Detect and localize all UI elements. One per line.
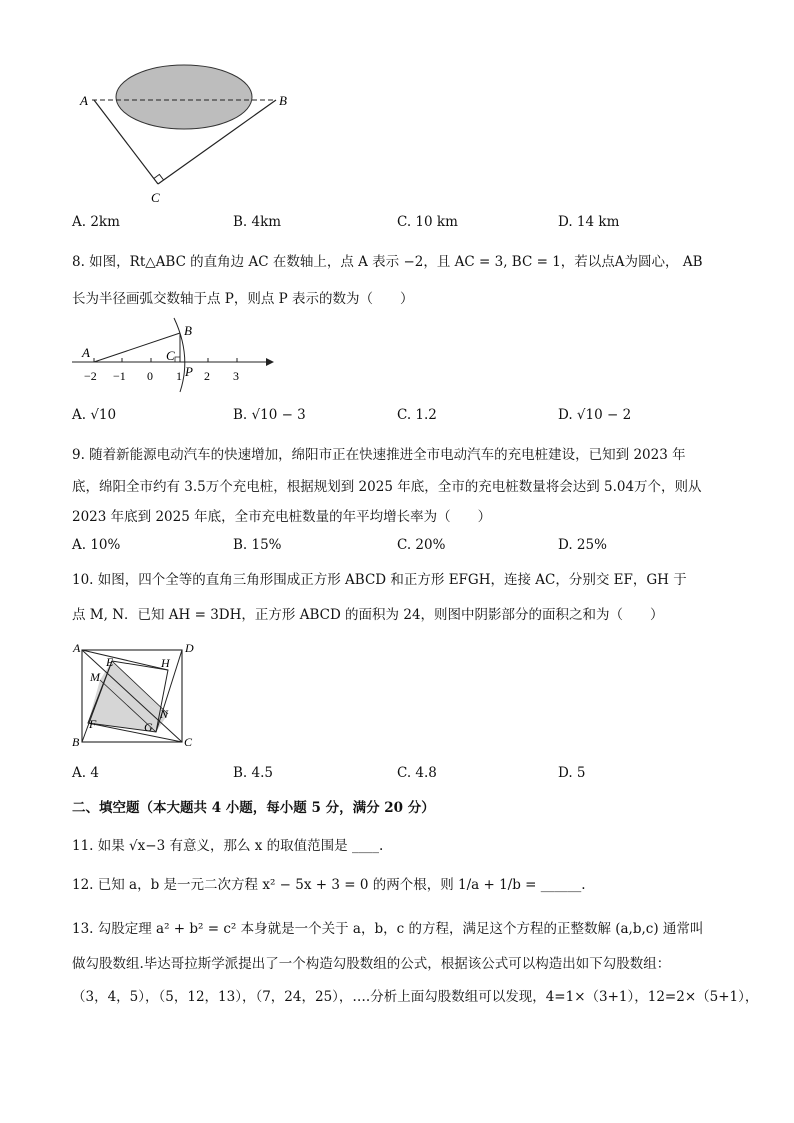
label-e: E xyxy=(106,655,114,669)
q10-option-a[interactable]: A. 4 xyxy=(72,765,99,781)
tick-label-minus-2: −2 xyxy=(84,369,97,383)
label-a: A xyxy=(73,641,81,655)
q9-line-2: 底，绵阳全市约有 3.5万个充电桩，根据规划到 2025 年底，全市的充电桩数量将会达到 5.04万个，则从 xyxy=(72,479,702,495)
q12-text: 12. 已知 a，b 是一元二次方程 x² − 5x + 3 = 0 的两个根，则 1/a + 1/b = ______. xyxy=(72,877,586,893)
label-d: D xyxy=(185,641,194,655)
section-2-title: 二、填空题（本大题共 4 小题，每小题 5 分，满分 20 分） xyxy=(72,800,435,816)
lake-ellipse xyxy=(116,65,252,129)
tick-label-1: 1 xyxy=(176,369,182,383)
q9-line-3: 2023 年底到 2025 年底，全市充电桩数量的年平均增长率为（ ） xyxy=(72,509,492,525)
right-angle-mark xyxy=(175,357,180,362)
q10-line-1: 10. 如图，四个全等的直角三角形围成正方形 ABCD 和正方形 EFGH，连接 AC，分别交 EF，GH 于 xyxy=(72,572,687,588)
label-a: A xyxy=(80,93,88,108)
label-b: B xyxy=(184,323,192,338)
label-g: G xyxy=(144,720,153,734)
tick-label-0: 0 xyxy=(147,369,153,383)
q8-option-a[interactable]: A. √10 xyxy=(72,407,117,423)
tick-label-minus-1: −1 xyxy=(113,369,126,383)
q11-text: 11. 如果 √x−3 有意义，那么 x 的取值范围是 ____. xyxy=(72,838,384,854)
label-h: H xyxy=(161,656,170,670)
q7-option-a[interactable]: A. 2km xyxy=(72,214,120,230)
label-c: C xyxy=(184,735,193,749)
q10-option-d[interactable]: D. 5 xyxy=(558,765,586,781)
tick-label-2: 2 xyxy=(204,369,210,383)
label-p: P xyxy=(185,364,193,379)
q8-option-c[interactable]: C. 1.2 xyxy=(397,407,437,423)
right-angle-mark xyxy=(154,174,164,180)
q9-option-c[interactable]: C. 20% xyxy=(397,537,446,553)
q9-option-b[interactable]: B. 15% xyxy=(233,537,282,553)
label-b: B xyxy=(72,735,80,749)
q7-figure xyxy=(78,62,298,208)
q9-line-1: 9. 随着新能源电动汽车的快速增加，绵阳市正在快速推进全市电动汽车的充电桩建设，已知到 2023 年 xyxy=(72,447,686,463)
label-m: M xyxy=(90,670,100,684)
seg-a-h xyxy=(82,650,168,670)
q10-option-b[interactable]: B. 4.5 xyxy=(233,765,273,781)
q7-option-b[interactable]: B. 4km xyxy=(233,214,282,230)
q13-line-1: 13. 勾股定理 a² + b² = c² 本身就是一个关于 a，b，c 的方程，满足这个方程的正整数解 (a,b,c) 通常叫 xyxy=(72,921,704,937)
q13-line-3: （3，4，5），（5，12，13），（7，24，25），….分析上面勾股数组可以发现，4=1×（3+1），12=2×（5+1）， xyxy=(72,989,759,1005)
label-n: N xyxy=(160,707,169,721)
q8-option-b[interactable]: B. √10 − 3 xyxy=(233,407,306,423)
q10-line-2: 点 M, N．已知 AH = 3DH，正方形 ABCD 的面积为 24，则图中阴影部分的面积之和为（ ） xyxy=(72,607,664,623)
label-c: C xyxy=(151,190,160,205)
label-c: C xyxy=(166,348,175,363)
q8-option-d[interactable]: D. √10 − 2 xyxy=(558,407,632,423)
label-a: A xyxy=(82,345,90,360)
q8-line-1: 8. 如图，Rt△ABC 的直角边 AC 在数轴上，点 A 表示 −2，且 AC = 3, BC = 1，若以点A为圆心， AB xyxy=(72,254,703,270)
q8-figure xyxy=(70,316,280,396)
q10-option-c[interactable]: C. 4.8 xyxy=(397,765,437,781)
q7-option-c[interactable]: C. 10 km xyxy=(397,214,458,230)
number-line-arrow xyxy=(266,358,274,366)
q9-option-d[interactable]: D. 25% xyxy=(558,537,607,553)
label-b: B xyxy=(279,93,287,108)
q8-line-2: 长为半径画弧交数轴于点 P，则点 P 表示的数为（ ） xyxy=(72,291,414,307)
q13-line-2: 做勾股数组.毕达哥拉斯学派提出了一个构造勾股数组的公式，根据该公式可以构造出如下勾股数组： xyxy=(72,956,671,972)
q10-figure xyxy=(70,640,200,752)
tick-label-3: 3 xyxy=(233,369,239,383)
q9-option-a[interactable]: A. 10% xyxy=(72,537,121,553)
q7-option-d[interactable]: D. 14 km xyxy=(558,214,620,230)
label-f: F xyxy=(89,717,97,731)
